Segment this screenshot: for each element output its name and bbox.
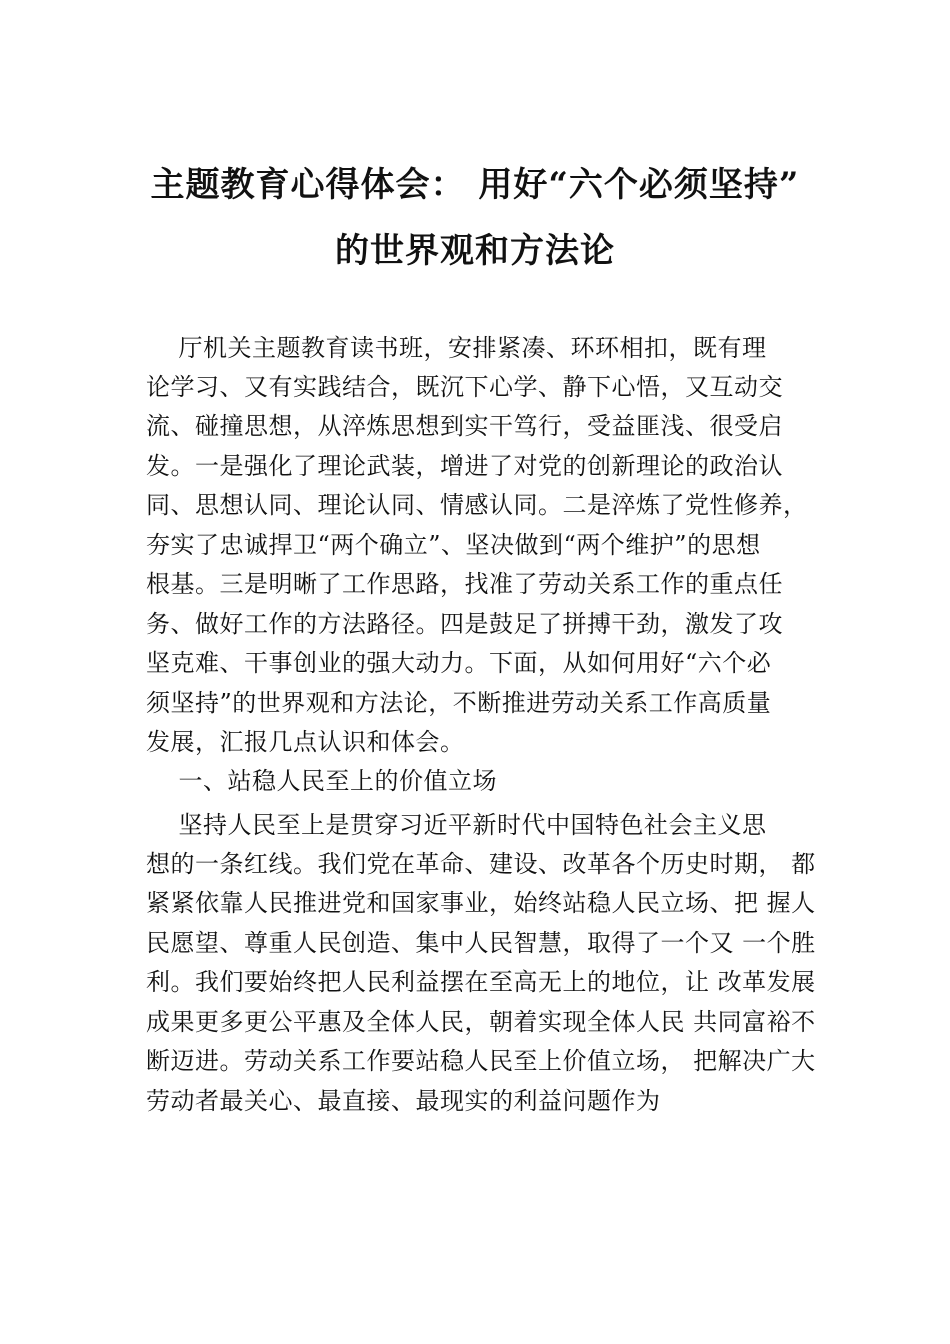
body-line: 根基。三是明晰了工作思路，找准了劳动关系工作的重点任 (146, 570, 783, 598)
body-line: 想的一条红线。我们党在革命、建设、改革各个历史时期， 都 (146, 850, 816, 878)
body-line: 务、做好工作的方法路径。四是鼓足了拼搏干劲，激发了攻 (146, 610, 783, 638)
body-line: 论学习、又有实践结合，既沉下心学、静下心悟，又互动交 (146, 373, 783, 401)
body-line: 发展，汇报几点认识和体会。 (146, 728, 465, 756)
body-line: 夯实了忠诚捍卫“两个确立”、坚决做到“两个维护”的思想 (146, 531, 761, 559)
body-line: 发。一是强化了理论武装，增进了对党的创新理论的政治认 (146, 452, 783, 480)
body-line: 厅机关主题教育读书班，安排紧凑、环环相扣，既有理 (146, 334, 767, 362)
body-line: 须坚持”的世界观和方法论，不断推进劳动关系工作高质量 (146, 689, 772, 717)
body-line: 断迈进。劳动关系工作要站稳人民至上价值立场， 把解决广大 (146, 1047, 816, 1075)
document-title-line-2: 的世界观和方法论 (335, 231, 615, 271)
body-line: 流、碰撞思想，从淬炼思想到实干笃行，受益匪浅、很受启 (146, 412, 783, 440)
body-line: 民愿望、尊重人民创造、集中人民智慧，取得了一个又 一个胜 (146, 929, 816, 957)
body-line: 坚持人民至上是贯穿习近平新时代中国特色社会主义思 (146, 811, 767, 839)
section-heading: 一、站稳人民至上的价值立场 (146, 767, 498, 795)
body-line: 利。我们要始终把人民利益摆在至高无上的地位，让 改革发展 (146, 968, 816, 996)
body-line: 紧紧依靠人民推进党和国家事业，始终站稳人民立场、把 握人 (146, 889, 816, 917)
document-title-line-1: 主题教育心得体会： 用好“六个必须坚持” (150, 165, 800, 205)
body-line: 同、思想认同、理论认同、情感认同。二是淬炼了党性修养， (146, 491, 808, 519)
body-line: 成果更多更公平惠及全体人民，朝着实现全体人民 共同富裕不 (146, 1008, 816, 1036)
body-line: 坚克难、干事创业的强大动力。下面，从如何用好“六个必 (146, 649, 772, 677)
body-line: 劳动者最关心、最直接、最现实的利益问题作为 (146, 1087, 661, 1115)
